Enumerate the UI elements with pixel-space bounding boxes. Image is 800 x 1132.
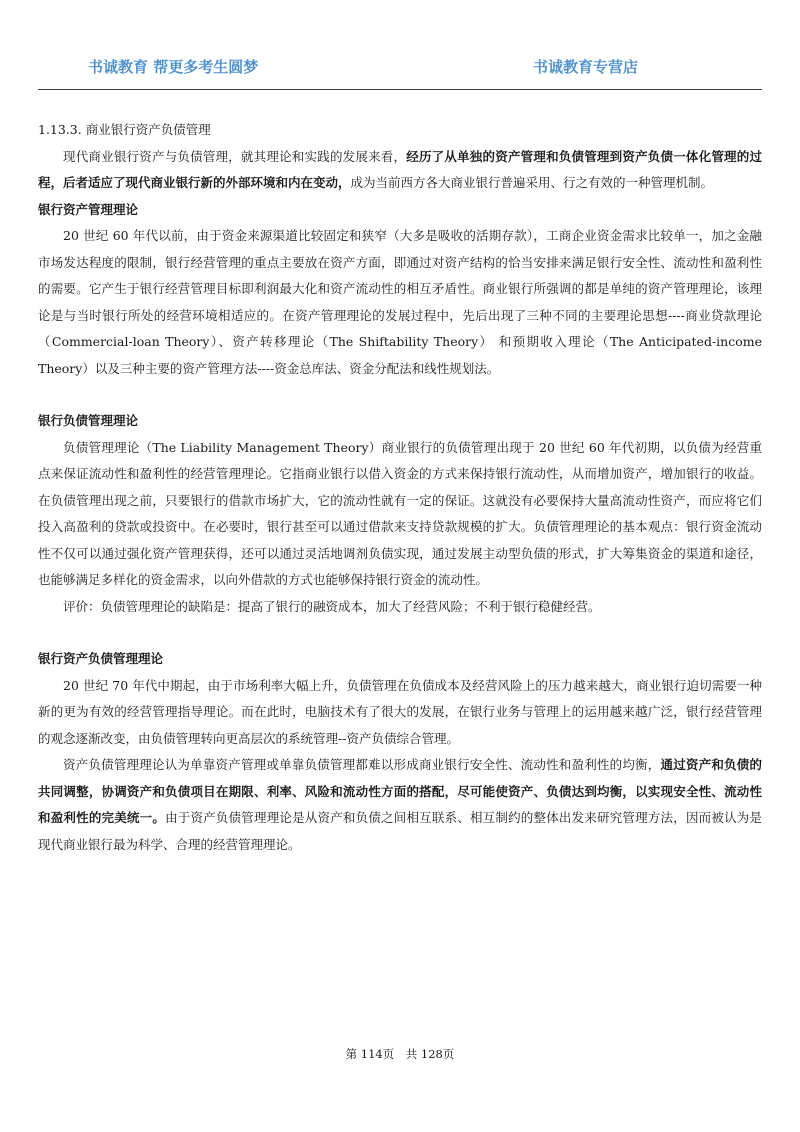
header-divider bbox=[38, 89, 762, 90]
asset-heading: 银行资产管理理论 bbox=[38, 201, 139, 217]
alm-heading: 银行资产负债管理理论 bbox=[38, 651, 164, 666]
document-body bbox=[38, 117, 762, 858]
alm-text-a: 资产负债管理理论认为单靠资产管理或单靠负债管理都难以形成商业银行安全性、流动性和盈利性的均衡， bbox=[63, 757, 661, 772]
asset-paragraph: 20 世纪 60 年代以前，由于资金来源渠道比较固定和狭窄（大多是吸收的活期存款），工商企业资金需求比较单一，加之金融市场发达程度的限制，银行经营管理的重点主要放在资产方面，即通过对资产结构的恰当安排来满足银行安全性、流动性和盈利性的需要。它产生于银行经营管理目标即利润最大化和资产流动性的相互矛盾性。商业银行所强调的都是单纯的资产管理理论，该理论是与当时银行所处的经营环境相适应的。在资产管理理论的发展过程中，先后出现了三种不同的主要理论思想----商业贷款理论（Commercial-loan Theory）、资产转移理论（The Shiftability Theory） 和预期收入理论（The Anticipated-income Theory）以及三种主要的资产管理方法----资金总库法、资金分配法和线性规划法。 bbox=[38, 228, 762, 376]
header-slogan: 书诚教育 帮更多考生圆梦 bbox=[88, 58, 259, 76]
page-header bbox=[38, 56, 762, 86]
spacer bbox=[38, 382, 762, 408]
page-number: 第 114页 共 128页 bbox=[345, 1047, 455, 1061]
alm-paragraph-2 bbox=[38, 752, 762, 858]
alm-text-bold: 通过资产和负债的共同调整，协调资产和负债项目在期限、利率、风险和流动性方面的搭配，尽可能使资产、负债达到均衡，以实现安全性、流动性和盈利性的完美统一。 bbox=[38, 757, 762, 825]
liability-evaluation: 评价：负债管理理论的缺陷是：提高了银行的融资成本，加大了经营风险；不利于银行稳健经营。 bbox=[63, 598, 601, 614]
alm-text-c: 由于资产负债管理理论是从资产和负债之间相互联系、相互制约的整体出发来研究管理方法，因而被认为是现代商业银行最为科学、合理的经营管理理论。 bbox=[38, 810, 762, 852]
liability-heading: 银行负债管理理论 bbox=[38, 413, 139, 428]
intro-paragraph bbox=[38, 144, 762, 197]
section-title: 1.13.3. 商业银行资产负债管理 bbox=[38, 122, 211, 137]
header-store-name: 书诚教育专营店 bbox=[533, 58, 639, 76]
liability-paragraph: 负债管理理论（The Liability Management Theory）商业银行的负债管理出现于 20 世纪 60 年代初期，以负债为经营重点来保证流动性和盈利性的经营管理理论。它指商业银行以借入资金的方式来保持银行流动性，从而增加资产，增加银行的收益。在负债管理出现之前，只要银行的借款市场扩大，它的流动性就有一定的保证。这就没有必要保持大量高流动性资产，而应将它们投入高盈利的贷款或投资中。在必要时，银行甚至可以通过借款来支持贷款规模的扩大。负债管理理论的基本观点：银行资金流动性不仅可以通过强化资产管理获得，还可以通过灵活地调剂负债实现，通过发展主动型负债的形式，扩大筹集资金的渠道和途径，也能够满足多样化的资金需求，以向外借款的方式也能够保持银行资金的流动性。 bbox=[38, 439, 762, 587]
intro-text-bold: 经历了从单独的资产管理和负债管理到资产负债一体化管理的过程，后者适应了现代商业银行新的外部环境和内在变动， bbox=[38, 148, 762, 190]
intro-text-c: 成为当前西方各大商业银行普遍采用、行之有效的一种管理机制。 bbox=[350, 175, 714, 190]
alm-paragraph-1: 20 世纪 70 年代中期起，由于市场利率大幅上升，负债管理在负债成本及经营风险上的压力越来越大，商业银行迫切需要一种新的更为有效的经营管理指导理论。而在此时，电脑技术有了很大的发展，在银行业务与管理上的运用越来越广泛，银行经营管理的观念逐渐改变，由负债管理转向更高层次的系统管理--资产负债综合管理。 bbox=[38, 677, 762, 746]
intro-text-a: 现代商业银行资产与负债管理，就其理论和实践的发展来看， bbox=[63, 148, 407, 164]
spacer bbox=[38, 620, 762, 646]
